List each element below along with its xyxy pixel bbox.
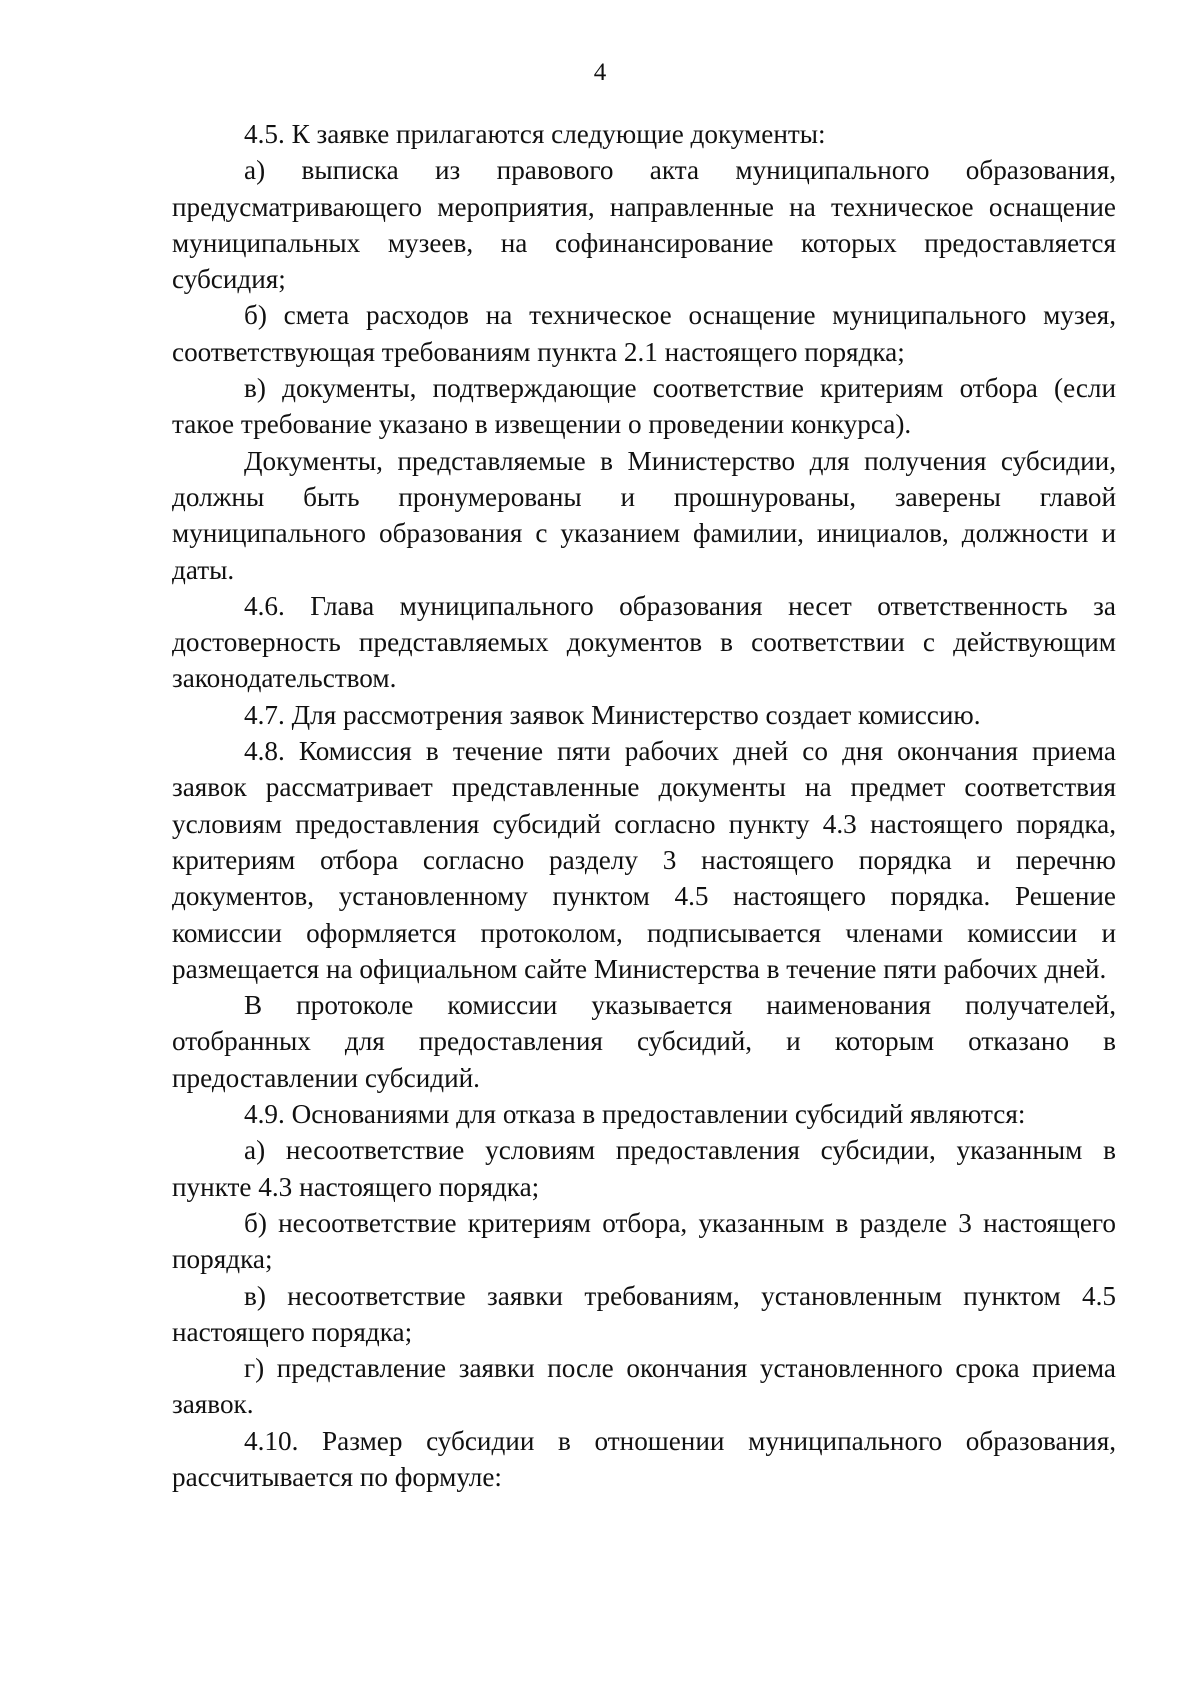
paragraph-4-9-g: г) представление заявки после окончания установленного срока приема заявок. xyxy=(172,1353,1116,1420)
paragraph-4-5-a: а) выписка из правового акта муниципального образования, предусматривающего мероприятия, направленные на техническое оснащение муниципальных музеев, на софинансирование которых предоставляется субсидия; xyxy=(172,155,1116,295)
paragraph-4-9: 4.9. Основаниями для отказа в предоставлении субсидий являются: xyxy=(244,1099,1026,1130)
paragraph-4-7: 4.7. Для рассмотрения заявок Министерство создает комиссию. xyxy=(244,699,981,730)
paragraph-4-5: 4.5. К заявке прилагаются следующие документы: xyxy=(244,119,826,149)
page-number: 4 xyxy=(593,59,607,86)
paragraph-4-9-a: а) несоответствие условиям предоставления субсидии, указанным в пункте 4.3 настоящего порядка; xyxy=(172,1135,1116,1202)
document-body xyxy=(172,116,1116,1495)
paragraph-documents-requirements: Документы, представляемые в Министерство для получения субсидии, должны быть пронумерованы и прошнурованы, заверены главой муниципального образования с указанием фамилии, инициалов, должности и даты. xyxy=(172,445,1116,585)
paragraph-4-5-v: в) документы, подтверждающие соответствие критериям отбора (если такое требование указано в извещении о проведении конкурса). xyxy=(172,373,1116,440)
paragraph-protocol: В протоколе комиссии указывается наименования получателей, отобранных для предоставления субсидий, и которым отказано в предоставлении субсидий. xyxy=(172,990,1116,1093)
paragraph-4-8: 4.8. Комиссия в течение пяти рабочих дней со дня окончания приема заявок рассматривает представленные документы на предмет соответствия условиям предоставления субсидий согласно пункту 4.3 настоящего порядка, критериям отбора согласно разделу 3 настоящего порядка и перечню документов, установленному пунктом 4.5 настоящего порядка. Решение комиссии оформляется протоколом, подписывается членами комиссии и размещается на официальном сайте Министерства в течение пяти рабочих дней. xyxy=(172,736,1116,984)
paragraph-4-9-b: б) несоответствие критериям отбора, указанным в разделе 3 настоящего порядка; xyxy=(172,1207,1116,1275)
paragraph-4-5-b: б) смета расходов на техническое оснащение муниципального музея, соответствующая требованиям пункта 2.1 настоящего порядка; xyxy=(172,300,1116,367)
paragraph-4-6: 4.6. Глава муниципального образования несет ответственность за достоверность представляемых документов в соответствии с действующим законодательством. xyxy=(172,590,1116,694)
paragraph-4-10: 4.10. Размер субсидии в отношении муниципального образования, рассчитывается по формуле: xyxy=(172,1425,1116,1492)
paragraph-4-9-v: в) несоответствие заявки требованиям, установленным пунктом 4.5 настоящего порядка; xyxy=(172,1280,1116,1347)
